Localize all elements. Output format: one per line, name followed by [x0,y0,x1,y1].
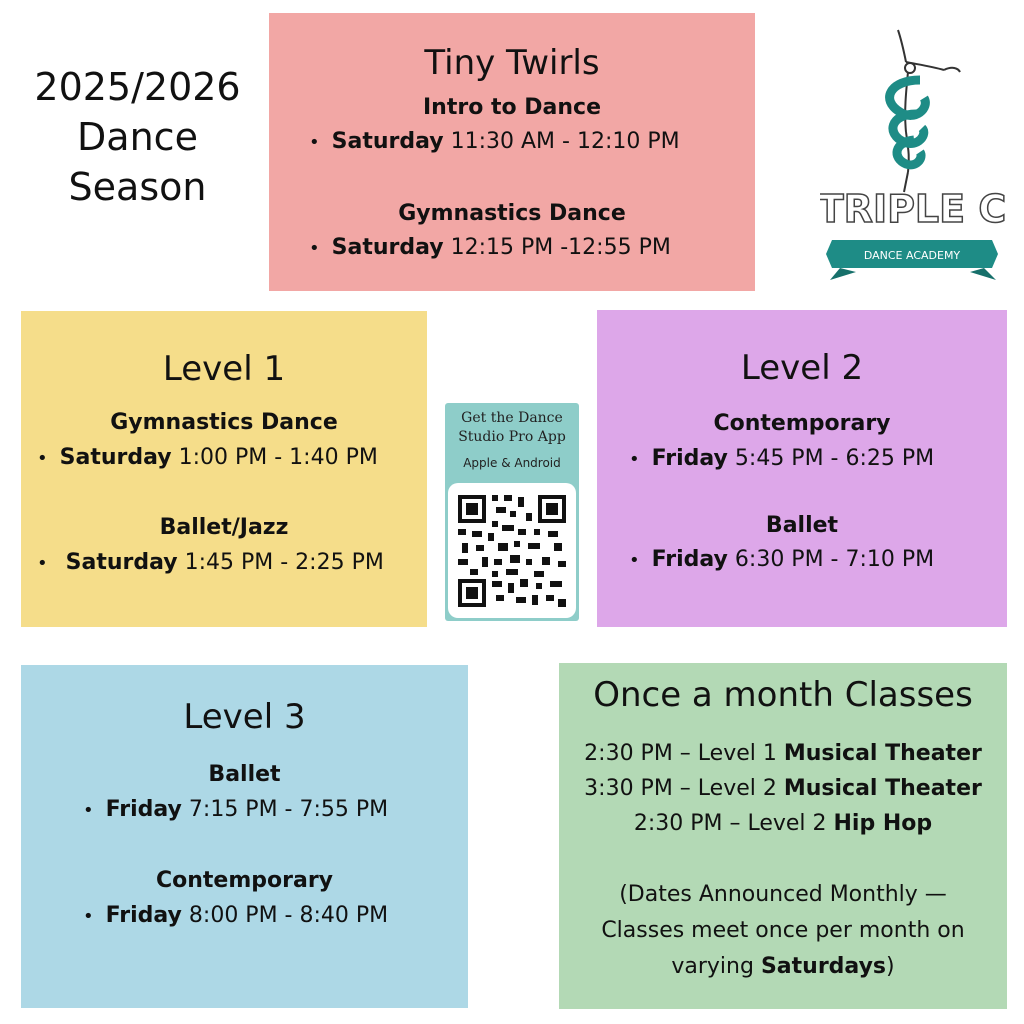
tiny-twirls-title: Tiny Twirls [424,43,600,83]
class-name: Ballet [765,513,839,538]
monthly-note: (Dates Announced Monthly — Classes meet once per month on varying Saturdays) [601,882,965,979]
logo-subtitle: DANCE ACADEMY [863,249,961,262]
triple-c-logo [820,22,1005,287]
class-day: Friday [651,446,728,471]
class-day: Saturday [331,235,444,260]
class-day: Saturday [331,129,444,154]
tiny-twirls-card [269,13,755,291]
dancer-logo-icon [820,22,1005,287]
class-name: Intro to Dance [422,95,601,120]
season-year: 2025/2026 [34,65,241,109]
bullet-icon: • [37,448,48,469]
app-card-line-2: Studio Pro App [458,429,566,445]
bullet-icon: • [309,132,320,153]
class-name: Contemporary [713,411,891,436]
class-time: 1:00 PM - 1:40 PM [178,445,378,470]
class-day: Friday [105,797,182,822]
bullet-icon: • [629,449,640,470]
season-word-dance: Dance [77,115,198,159]
level-1-card [21,311,427,627]
class-name: Contemporary [155,868,334,893]
class-schedule [37,550,384,575]
monthly-class-line: 3:30 PM – Level 2 Musical Theater [584,776,982,801]
bullet-icon: • [629,550,640,571]
class-schedule [83,903,388,928]
class-schedule [37,445,378,470]
bullet-icon: • [37,553,48,574]
class-schedule [83,797,388,822]
monthly-classes-card [559,663,1007,1009]
qr-code-container[interactable] [448,483,576,618]
class-time: 6:30 PM - 7:10 PM [734,547,935,572]
class-name: Ballet [208,762,281,787]
monthly-class-line: 2:30 PM – Level 1 Musical Theater [584,741,982,766]
bullet-icon: • [83,800,94,821]
app-download-card[interactable] [445,403,579,621]
monthly-title: Once a month Classes [593,675,973,715]
class-name: Gymnastics Dance [398,201,626,226]
monthly-class-line: 2:30 PM – Level 2 Hip Hop [633,811,933,836]
class-name: Ballet/Jazz [159,515,289,540]
class-time: 8:00 PM - 8:40 PM [188,903,389,928]
level-1-title: Level 1 [162,349,286,389]
class-time: 12:15 PM -12:55 PM [450,235,671,260]
bullet-icon: • [83,906,94,927]
class-day: Friday [105,903,182,928]
level-2-card [597,310,1007,627]
class-name: Gymnastics Dance [110,410,338,435]
class-day: Saturday [59,445,172,470]
class-time: 11:30 AM - 12:10 PM [450,129,680,154]
level-3-title: Level 3 [183,697,306,737]
app-card-line-1: Get the Dance [461,410,563,426]
app-card-platforms: Apple & Android [463,456,561,470]
bullet-icon: • [309,238,320,259]
logo-name: TRIPLE C [820,187,1005,231]
class-time: 5:45 PM - 6:25 PM [734,446,935,471]
class-time: 1:45 PM - 2:25 PM [184,550,384,575]
class-day: Saturday [65,550,178,575]
class-time: 7:15 PM - 7:55 PM [188,797,389,822]
class-day: Friday [651,547,728,572]
qr-code-icon[interactable] [448,483,576,618]
class-schedule [309,129,680,154]
season-title [20,62,255,212]
season-word-season: Season [68,165,207,209]
level-2-title: Level 2 [740,348,864,388]
class-schedule [629,446,934,471]
class-schedule [629,547,934,572]
class-schedule [309,235,671,260]
level-3-card [21,665,468,1008]
